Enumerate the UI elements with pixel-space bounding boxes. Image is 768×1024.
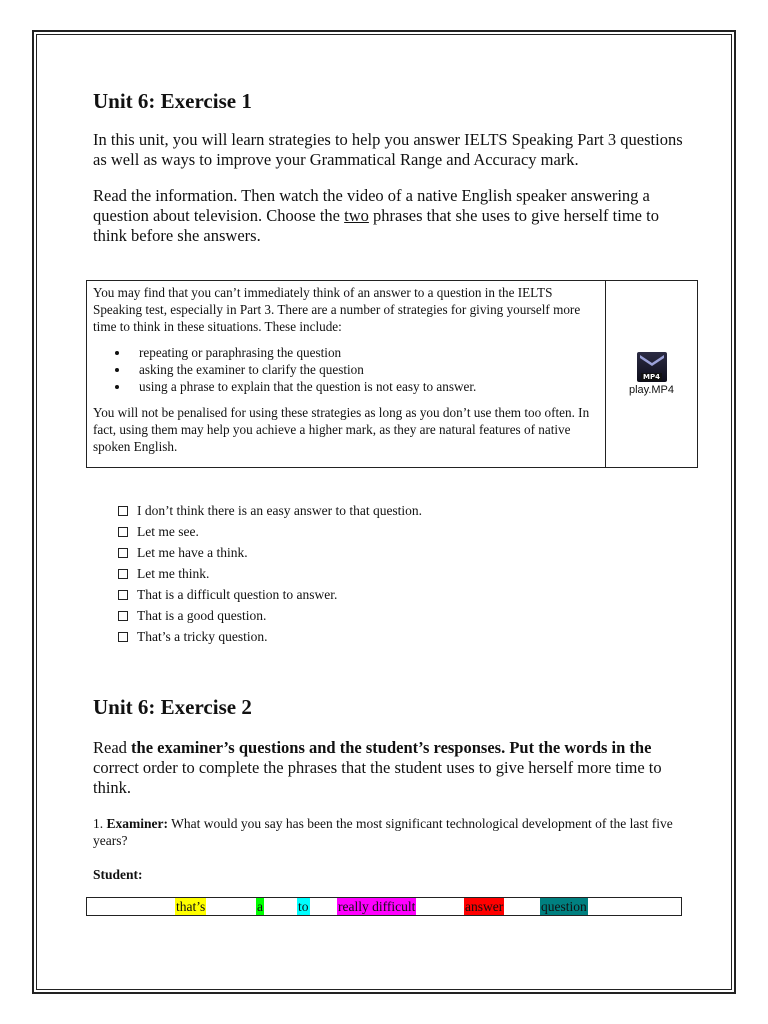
instruction-lead: Read	[93, 738, 132, 757]
answer-option[interactable]	[118, 563, 422, 584]
video-file-icon[interactable]	[637, 352, 667, 382]
exercise-2-section	[93, 692, 683, 883]
word-tile[interactable]: a	[257, 899, 263, 914]
answer-options-list	[118, 500, 422, 647]
exercise-1-instruction	[93, 186, 683, 246]
checkbox[interactable]	[118, 632, 128, 642]
option-label: Let me have a think.	[137, 544, 248, 560]
checkbox[interactable]	[118, 590, 128, 600]
option-label: I don’t think there is an easy answer to that question.	[137, 502, 423, 518]
strategy-info-table	[86, 280, 698, 468]
answer-option[interactable]	[118, 605, 422, 626]
checkbox[interactable]	[118, 569, 128, 579]
instruction-bold: the examiner’s questions and the student’s responses. Put the words in the	[131, 738, 652, 757]
exercise-1-section	[93, 86, 683, 246]
checkbox[interactable]	[118, 506, 128, 516]
info-paragraph-1: You may find that you can’t immediately think of an answer to a question in the IELTS Speaking test, especially in Part 3. There are a number of strategies for giving yourself more time to think in these situations. These include:	[93, 285, 581, 334]
answer-option[interactable]	[118, 584, 422, 605]
word-tile[interactable]: to	[298, 899, 309, 914]
examiner-question-text: What would you say has been the most significant technological development of the last five years?	[93, 816, 673, 848]
answer-option[interactable]	[118, 500, 422, 521]
word-tile[interactable]: that’s	[176, 899, 206, 914]
strategy-list-item: using a phrase to explain that the question is not easy to answer.	[139, 378, 599, 395]
exercise-2-instruction	[93, 738, 683, 798]
option-label: Let me think.	[137, 565, 210, 581]
exercise-2-title: Unit 6: Exercise 2	[93, 695, 252, 719]
exercise-1-title: Unit 6: Exercise 1	[93, 89, 252, 113]
option-label: That’s a tricky question.	[137, 628, 268, 644]
word-tile[interactable]: question	[541, 899, 587, 914]
checkbox[interactable]	[118, 527, 128, 537]
video-attachment[interactable]	[606, 281, 697, 467]
option-label: That is a difficult question to answer.	[137, 586, 338, 602]
instruction-text-1: Read the information. Then watch the video of a native English speaker answering a question about television. Choose the	[93, 186, 650, 225]
word-tile[interactable]: answer	[465, 899, 504, 914]
instruction-rest: correct order to complete the phrases that the student uses to give herself more time to think.	[93, 758, 662, 797]
checkbox[interactable]	[118, 611, 128, 621]
option-label: Let me see.	[137, 523, 199, 539]
question-number: 1.	[93, 816, 107, 831]
exercise-1-intro: In this unit, you will learn strategies to help you answer IELTS Speaking Part 3 questions as well as ways to improve your Grammatical Range and Accuracy mark.	[93, 130, 683, 169]
video-file-label[interactable]: play.MP4	[628, 384, 675, 396]
strategy-list	[93, 344, 599, 395]
strategy-list-item: asking the examiner to clarify the question	[139, 361, 599, 378]
instruction-underlined: two	[344, 206, 369, 225]
examiner-label: Examiner:	[106, 816, 168, 831]
video-play-glyph-icon	[639, 354, 665, 370]
word-order-box	[86, 897, 682, 916]
word-tile[interactable]: really difficult	[338, 899, 416, 914]
option-label: That is a good question.	[137, 607, 267, 623]
info-paragraph-2: You will not be penalised for using these strategies as long as you don’t use them too often. In fact, using them may help you achieve a higher mark, as they are natural features of native spoken English.	[93, 405, 590, 454]
instruction-text-2: phrases that she uses to give herself time to think before she answers.	[93, 206, 659, 245]
student-label: Student:	[93, 867, 143, 882]
mp4-badge: MP4	[643, 373, 660, 381]
answer-option[interactable]	[118, 542, 422, 563]
examiner-question	[93, 815, 683, 849]
answer-option[interactable]	[118, 521, 422, 542]
strategy-list-item: repeating or paraphrasing the question	[139, 344, 599, 361]
strategy-info-text	[87, 281, 606, 467]
answer-option[interactable]	[118, 626, 422, 647]
checkbox[interactable]	[118, 548, 128, 558]
